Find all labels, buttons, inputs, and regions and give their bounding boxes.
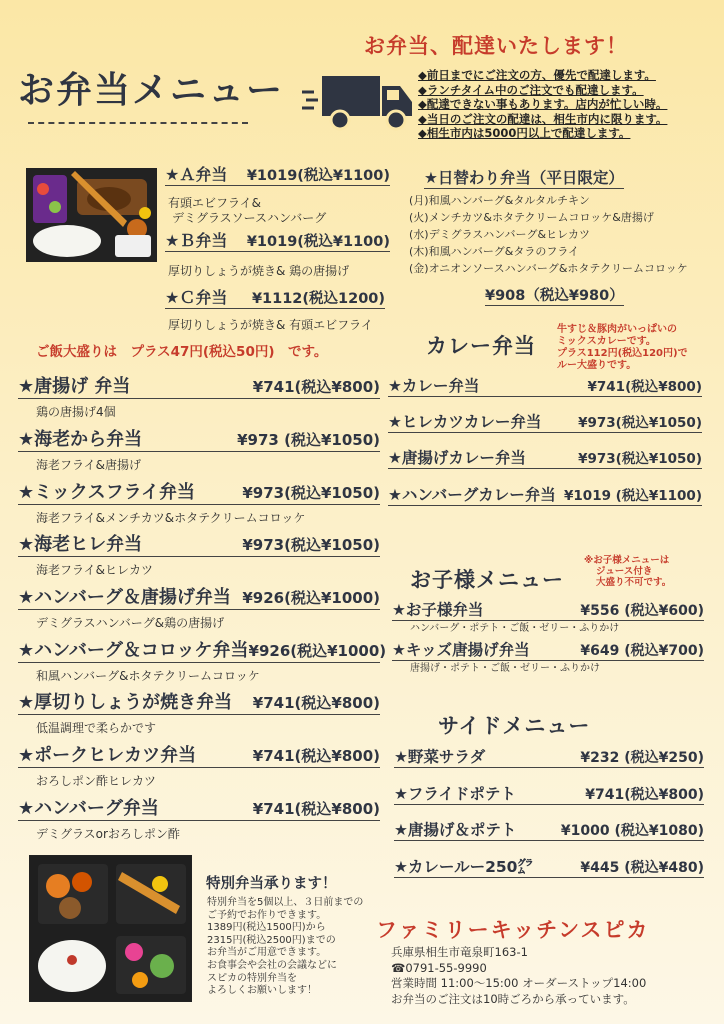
- special-line: 特別弁当を5個以上、３日前までの: [207, 897, 364, 908]
- daily-item: (火)メンチカツ&ホタテクリームコロッケ&唐揚げ: [409, 211, 654, 224]
- menu-item-desc: 海老フライ&ヒレカツ: [36, 563, 153, 577]
- menu-item-name: ★ハンバーグ＆コロッケ弁当: [18, 640, 249, 661]
- daily-item: (水)デミグラスハンバーグ&ヒレカツ: [409, 228, 591, 241]
- delivery-note: ◆ランチタイム中のご注文でも配達します。: [418, 82, 644, 97]
- curry-item-row: [388, 374, 702, 397]
- menu-item-name: ★厚切りしょうが焼き弁当: [18, 692, 233, 713]
- special-line: 1389円(税込1500円)から: [207, 922, 326, 934]
- delivery-heading: お弁当、配達いたします！: [364, 34, 628, 58]
- kids-item-row: [392, 598, 704, 621]
- menu-item-desc: 鶏の唐揚げ4個: [36, 405, 116, 419]
- menu-item-price: ¥926(税込¥1000): [242, 589, 380, 607]
- bento-a-name: ★Ａ弁当: [165, 165, 228, 184]
- delivery-truck-icon: [302, 70, 414, 132]
- daily-menu-list: [409, 192, 688, 277]
- menu-item-row: [18, 688, 380, 715]
- shop-info: [391, 945, 646, 1007]
- special-line: お弁当がご用意できます。: [207, 947, 327, 959]
- curry-item-row: [388, 410, 702, 433]
- curry-item-row: [388, 483, 702, 506]
- kids-note-line: ジュース付き: [596, 566, 653, 577]
- delivery-note: ◆当日のご注文の配達は、相生市内に限ります。: [418, 111, 668, 126]
- curry-item-name: ★ヒレカツカレー弁当: [388, 413, 542, 431]
- menu-item-row: [18, 741, 380, 768]
- curry-item-name: ★ハンバーグカレー弁当: [388, 486, 556, 504]
- side-item-row: [394, 818, 704, 841]
- menu-item-row: [18, 530, 380, 557]
- page-title: お弁当メニュー: [18, 70, 285, 111]
- bento-b-desc: 厚切りしょうが焼き& 鶏の唐揚げ: [168, 264, 350, 278]
- side-item-row: [394, 745, 704, 768]
- bento-c-price: ¥1112(税込1200): [251, 291, 385, 307]
- side-item-row: [394, 782, 704, 805]
- shop-hours: 営業時間 11:00～15:00 オーダーストップ14:00: [391, 976, 647, 990]
- special-line: 2315円(税込2500円)までの: [207, 934, 336, 946]
- bento-photo-top: [26, 168, 157, 262]
- menu-item-desc: デミグラスハンバーグ&鶏の唐揚げ: [36, 616, 225, 630]
- side-item-name: ★唐揚げ＆ポテト: [394, 821, 517, 839]
- menu-item-price: ¥741(税込¥800): [252, 694, 380, 712]
- menu-item-row: [18, 478, 380, 505]
- menu-item-name: ★ハンバーグ＆唐揚げ弁当: [18, 587, 231, 608]
- delivery-note: ◆前日までにご注文の方、優先で配達します。: [418, 68, 656, 82]
- kids-item-desc: 唐揚げ・ポテト・ご飯・ゼリー・ふりかけ: [410, 663, 600, 674]
- special-bento-photo: [29, 855, 192, 1002]
- menu-item-price: ¥973(税込¥1050): [242, 484, 380, 502]
- kids-item-row: [392, 638, 704, 661]
- bento-c-desc: 厚切りしょうが焼き& 有頭エビフライ: [168, 318, 373, 332]
- daily-item: (月)和風ハンバーグ&タルタルチキン: [409, 194, 590, 207]
- rice-upsize-note: ご飯大盛りは プラス47円(税込50円) です。: [36, 344, 328, 360]
- side-item-name: ★フライドポテト: [394, 785, 516, 803]
- bento-a-desc: 有頭エビフライ&: [168, 196, 261, 210]
- side-section-title: サイドメニュー: [438, 714, 591, 738]
- special-line: スピカの特別弁当を: [207, 972, 297, 984]
- kids-section-title: お子様メニュー: [410, 568, 564, 592]
- special-bento-text: [207, 897, 363, 998]
- menu-item-name: ★ポークヒレカツ弁当: [18, 745, 197, 766]
- curry-item-name: ★唐揚げカレー弁当: [388, 449, 526, 467]
- shop-address: 兵庫県相生市竜泉町163-1: [391, 945, 528, 959]
- kids-item-name: ★キッズ唐揚げ弁当: [392, 641, 530, 659]
- menu-item-desc: 海老フライ&メンチカツ&ホタテクリームコロッケ: [36, 511, 306, 525]
- curry-note: [557, 324, 688, 372]
- daily-item: (木)和風ハンバーグ&タラのフライ: [409, 245, 580, 258]
- curry-item-price: ¥741(税込¥800): [587, 379, 702, 395]
- menu-item-name: ★唐揚げ 弁当: [18, 376, 131, 397]
- menu-item-desc: 海老フライ&唐揚げ: [36, 458, 141, 472]
- kids-item-price: ¥649 (税込¥700): [580, 643, 704, 659]
- menu-item-price: ¥973(税込¥1050): [242, 536, 380, 554]
- shop-phone: ☎0791-55-9990: [391, 960, 487, 975]
- menu-item-name: ★ミックスフライ弁当: [18, 482, 196, 503]
- bento-c-name: ★Ｃ弁当: [165, 288, 228, 307]
- menu-item-desc: おろしポン酢ヒレカツ: [36, 774, 157, 788]
- menu-item-row: [18, 636, 387, 663]
- daily-bento-price: ¥908（税込¥980）: [485, 284, 624, 306]
- menu-item-name: ★海老ヒレ弁当: [18, 534, 143, 555]
- kids-item-desc: ハンバーグ・ポテト・ご飯・ゼリー・ふりかけ: [410, 623, 620, 634]
- menu-item-row: [18, 425, 380, 452]
- menu-item-price: ¥973 (税込¥1050): [237, 431, 380, 449]
- menu-item-row: [18, 583, 380, 610]
- curry-note-line: ルー大盛りです。: [557, 360, 637, 371]
- menu-item-price: ¥741(税込¥800): [252, 378, 380, 396]
- kids-item-price: ¥556 (税込¥600): [580, 603, 704, 619]
- menu-item-desc: 和風ハンバーグ&ホタテクリームコロッケ: [36, 669, 260, 683]
- special-line: お食事会や会社の会議などに: [207, 959, 337, 971]
- menu-item-name: ★海老から弁当: [18, 429, 143, 450]
- delivery-note: ◆相生市内は5000円以上で配達します。: [418, 126, 631, 141]
- side-item-price: ¥741(税込¥800): [585, 787, 704, 803]
- menu-item-row: [18, 372, 380, 399]
- kids-note-line: 大盛り不可です。: [596, 577, 672, 588]
- special-line: ご予約でお作りできます。: [207, 909, 327, 921]
- curry-note-line: プラス112円(税込120円)で: [557, 348, 688, 359]
- bento-b-name: ★Ｂ弁当: [165, 231, 228, 250]
- side-item-price: ¥232 (税込¥250): [580, 750, 704, 766]
- menu-item-desc: 低温調理で柔らかです: [36, 721, 157, 735]
- curry-item-price: ¥1019 (税込¥1100): [564, 488, 702, 504]
- side-item-price: ¥445 (税込¥480): [580, 860, 704, 876]
- curry-section-title: カレー弁当: [426, 334, 536, 358]
- bento-b-price: ¥1019(税込¥1100): [246, 234, 390, 250]
- side-item-row: [394, 855, 704, 878]
- special-bento-title: 特別弁当承ります！: [206, 876, 337, 892]
- menu-item-price: ¥741(税込¥800): [252, 747, 380, 765]
- bento-a-desc: デミグラスソースハンバーグ: [172, 211, 327, 225]
- daily-item: (金)オニオンソースハンバーグ&ホタテクリームコロッケ: [409, 262, 688, 275]
- daily-bento-title: ★日替わり弁当（平日限定）: [424, 166, 624, 189]
- menu-item-name: ★ハンバーグ弁当: [18, 798, 159, 819]
- kids-note-line: ※お子様メニューは: [584, 555, 670, 566]
- curry-note-line: ミックスカレーです。: [557, 336, 656, 347]
- shop-order-note: お弁当のご注文は10時ごろから承っています。: [391, 991, 635, 1006]
- special-line: よろしくお願いします！: [207, 985, 317, 997]
- shop-name: ファミリーキッチンスピカ: [376, 918, 650, 942]
- menu-item-price: ¥741(税込¥800): [252, 800, 380, 818]
- menu-item-desc: デミグラスorおろしポン酢: [36, 827, 180, 841]
- delivery-notes: [418, 68, 667, 141]
- curry-note-line: 牛すじ＆豚肉がいっぱいの: [557, 324, 677, 335]
- side-item-name: ★カレールー250㌘: [394, 858, 533, 876]
- bento-a-price: ¥1019(税込¥1100): [246, 168, 390, 184]
- side-item-price: ¥1000 (税込¥1080): [560, 823, 704, 839]
- curry-item-name: ★カレー弁当: [388, 377, 480, 395]
- curry-item-price: ¥973(税込¥1050): [578, 415, 702, 431]
- side-item-name: ★野菜サラダ: [394, 748, 486, 766]
- menu-item-price: ¥926(税込¥1000): [248, 642, 387, 660]
- delivery-note: ◆配達できない事もあります。店内が忙しい時。: [418, 97, 668, 112]
- menu-item-row: [18, 794, 380, 821]
- kids-note: [584, 555, 671, 588]
- curry-item-price: ¥973(税込¥1050): [578, 451, 702, 467]
- title-divider: [28, 122, 248, 124]
- curry-item-row: [388, 446, 702, 469]
- kids-item-name: ★お子様弁当: [392, 601, 484, 619]
